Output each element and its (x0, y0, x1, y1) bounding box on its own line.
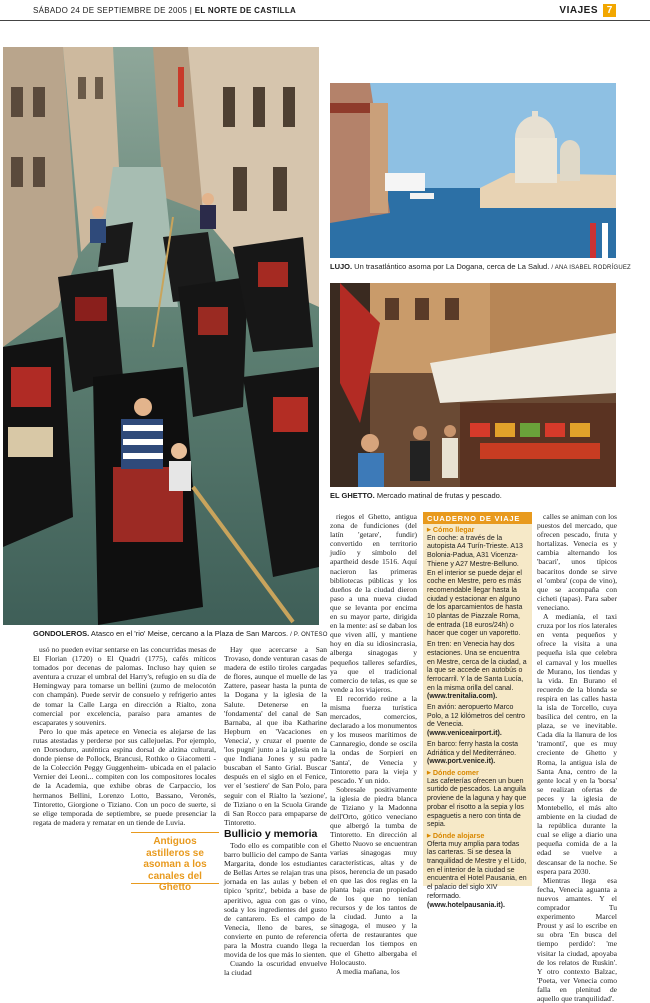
sidebar-link: (www.hotelpausania.it). (427, 901, 505, 909)
by-train-item (427, 641, 528, 702)
where-to-stay-item (427, 832, 528, 910)
travel-notebook-body (423, 524, 532, 914)
main-photo-caption (33, 629, 328, 641)
page-number: 7 (603, 4, 616, 17)
header-date: SÁBADO 24 DE SEPTIEMBRE DE 2005 (33, 6, 188, 15)
header-dateline (33, 6, 296, 15)
article-column-5 (537, 512, 617, 1003)
col2-paragraph: Todo ello es compatible con el barro bullicio del campo de Santa Margarita, donde los estudiantes de Bellas Artes se relajan tras una jornada en las aulas y beben el típico 'spritz', bebida a base de aperitivo, agua con gas o vino, soda y los ingredientes del gusto de cantarero. Es el campo de Venecia, lleno de bares, se convierte en punto de referencia para la Mostra cuando llega la movida de los que más lo sienten. (224, 840, 327, 960)
sidebar-item-title: ▶ Cómo llegar (427, 526, 528, 535)
col2-paragraph: Hay que acercarse a San Trovaso, donde venturan casas de madera de estilo tiroles cargadas de flores, aunque el muelle de las Zattere, pasear hasta la punta de la Dogana y la iglesia de la Salute. Detenerse en la 'fondamenta' del canal de San Barnaba, al que iba Katharine Hepburn en 'Vacaciones en Venecia', y cruzar el puente de 'los pugni' junto a la iglesia en la que Indiana Jones y su padre buscaban el Santo Grial. Buscar después en el siglo en el Fenice, ver el 'sestiere' de San Polo, para seguir con el Rialto la 'sezione', de Tiziano o en la Scuola Grande di San Rocco para empaparse de Tintoretto. (224, 645, 327, 827)
col3-paragraph: riegos el Ghetto, antigua zona de fundiciones (del latín 'getare', fundir) convertido en territorio judío y símbolo del apartheid desde 1516. Aquí nacieron las primeras bibliotecas públicas y los dueños de la ciudad dieron paso a una nueva ciudad que se levanta por encima en su mayor parte, dirigida en la mente: así se daban los que viven allí, y mantiene hoy en día su idiosincrasia, alberga sinagogas y pequeños talleres sefardíes, ya que el tradicional comercio de telas, es que se vende a los viajeros. (330, 512, 417, 694)
travel-notebook-title: CUADERNO DE VIAJE (423, 512, 532, 524)
sidebar-item-title: ▶ Dónde alojarse (427, 832, 528, 841)
section-name: VIAJES (559, 5, 598, 16)
sidebar-item-text: En avión: aeropuerto Marco Polo, a 12 kilómetros del centro de Venecia. (427, 704, 526, 729)
header-rule (0, 20, 650, 21)
col3-paragraph: Sobresale positivamente la iglesia de piedra blanca de Tiziano y la Madonna dell'Orto, gótico veneciano que albergó la tumba de Tintoretto. En dirección al Ghetto Nuovo se encuentran varias sinagogas muy características, altas y de pisos, herencia de un pasado en que las dos reglas en la planta baja eran propiedad de los que no tenían recursos y de los tantos de la ciudad. Junto a la sinagoga, el museo y la oferta de restaurantes que recuerdan los tiempos en que el Ghetto albergaba el Holocausto. (330, 784, 417, 967)
col2-paragraph: Cuando la oscuridad envuelve la ciudad (224, 959, 327, 978)
main-caption-lead: GONDOLEROS. (33, 629, 90, 638)
by-boat-item (427, 741, 528, 767)
ghetto-caption-lead: EL GHETTO. (330, 491, 375, 500)
subheading: Bullicio y memoria (224, 827, 318, 840)
section-label (559, 4, 616, 17)
col5-paragraph: Mientras llega esa fecha, Venecia aguanta a nuevos amantes. Y el comprador Tu experimento Marcel Proust y así lo escribe en su obra 'En busca del tiempo perdido': 'me visitar la ciudad, apoyaba de los relatos de Ruskin'. Y otro contexto Balzac, 'Poeta, ver Venecia como falla en plenitud de aquello que tranquilidad'. (537, 875, 617, 1003)
header-separator: | (189, 6, 193, 15)
col1-paragraph: usó no pueden evitar sentarse en las concurridas mesas de El Florian (1720) o El Quadri (1775), cafés míticos tomados por decenas de palomas. Incluso hay quien se aventura a cruzar el umbral del Harry's, refugio en su día de Hemingway para tomarse un bellini (zumo de melocotón con champán). Puede servir de consuelo y refrigerio antes de tomar la Calle Larga en dirección a Rialto, zona comercial por excelencia, paraíso para amantes de escaparates y souvenirs. (33, 645, 216, 727)
sidebar-item-text: Las cafeterías ofrecen un buen surtido de pescados. La anguila proviene de la laguna y hay que probar el risotto a la sepia y los espaguetis a nero con tinta de sepia. (427, 777, 527, 829)
main-caption-credit: / P. ONTESO (290, 632, 328, 638)
ghetto-caption-text: Mercado matinal de frutas y pescado. (374, 491, 502, 500)
sidebar-item-title: ▶ Dónde comer (427, 769, 528, 778)
main-caption-text: Atasco en el 'rio' Meise, cercano a la Plaza de San Marcos. (89, 629, 289, 638)
col1-paragraph: Pero lo que más apetece en Venecia es alejarse de las rutas atestadas y perderse por sus callejuelas. Por ejemplo, en Dorsoduro, auténtica espina dorsal de alzina cultural, donde piense de Pollock, Brancusi, Rothko o Giacometti -de la Colección Peggy Guggenheim- ubicada en el palacio Vernier dei Leoni... compiten con los compositores locales de la Academia, que exhibe obras de Carpaccio, los hermanos Bellini, Lorenzo Lotto, Bassano, Veronés, Tintoretto, Giorgione o Tiziano. Con un poco de suerte, si se elige temporada de septiembre, se puede presenciar la regata de madera y rematar en un tiende de Luvia. (33, 726, 216, 827)
ghetto-market-photo (330, 283, 616, 487)
col5-paragraph: A medianía, el taxi cruza por los ríos laterales en venta pequeños y ofrece la visita a una pequeña isla que celebra el carnaval y los muelles de Murano, los tiendas y la vida. En Burano el recuerdo de la blonda se respira en las calles hasta la isla de Torcello, cuya basílica del centro, en la plaza, se ve inevitable. Cada día la llanura de los 'tramonti', que es muy creciente de Ghetto y Roma, la antigua isla de Santa Ana, centro de la gente local y en la 'borsa' se realizan ofertas de peces y la iglesia de Montebello, el más alto ambiente en la ciudad de la república durante la cual se elige a diario una pequeña comida de a la edad se vuelve a descansar de la noche. Se espera para 2030. (537, 612, 617, 876)
grand-canal-caption-lead: LUJO. (330, 262, 353, 271)
col3-paragraph: A media mañana, los (336, 966, 400, 976)
newspaper-name: EL NORTE DE CASTILLA (194, 6, 297, 15)
article-column-3 (330, 512, 417, 976)
gondolas-photo (3, 47, 319, 625)
ghetto-caption (330, 491, 620, 501)
sidebar-item-text: En coche: a través de la autopista A4 Turín-Trieste. A13 Bolonia-Padua, A31 Vicenza-Thiene y A27 Mestre-Belluno. En el interior se puede dejar el coche en Mestre, pero es más recomendable llegar hasta la ciudad y estacionar en alguno de los aparcamientos de hasta 10 plantas de Piazzale Roma, de entrada (18 euros/24h) o hacer que coger un vaporetto. (427, 534, 523, 638)
sidebar-link: (www.veniceairport.it). (427, 730, 502, 738)
by-plane-item (427, 704, 528, 739)
grand-canal-caption (330, 262, 631, 274)
sidebar-item-text: En barco: ferry hasta la costa Adriática y del Mediterráneo. (427, 740, 519, 757)
sidebar-link: (www.trenitalia.com). (427, 693, 498, 701)
grand-canal-caption-text: Un trasatlántico asoma por La Dogana, cerca de La Salud. (352, 262, 550, 271)
col5-paragraph: calles se animan con los puestos del mercado, que ofrecen pescado, fruta y hortalizas. Venecia es y cambia alternando los 'bacari', unos típicos bacaritos donde se sirve el 'ombra' (copa de vino), que se acompaña con cicheti (tapas). Para saber veneciano. (537, 512, 617, 612)
sidebar-item-text: Oferta muy amplia para todas las carteras. Si se desea la tranquilidad de Mestre y el Lido, en el interior de la ciudad se encuentra el Hotel Pausania, en el palacio del siglo XIV reformado. (427, 840, 527, 900)
col3-paragraph: El recorrido reúne a la misma fuerza turística mercados, comercios, declarado a los monumentos y los museos marítimos de Cannaregio, donde se oscila la ondas de Sorpieri en 'Santa', de Venecia y Tintoretto para la vieja y pescado. Y un nido. (330, 693, 417, 785)
sidebar-item-text: En tren: en Venecia hay dos estaciones. Una se encuentra en Mestre, cerca de la ciudad, a la que se accede en autobús o ferrocarril. Y la de Santa Lucía, en la misma orilla del canal. (427, 641, 527, 692)
sidebar-link: (www.port.venice.it). (427, 758, 496, 766)
grand-canal-photo (330, 83, 616, 258)
travel-notebook-box (423, 512, 532, 909)
how-to-get-item (427, 526, 528, 639)
page-header (0, 0, 650, 22)
grand-canal-caption-credit: / ANA ISABEL RODRÍGUEZ (551, 265, 631, 271)
pullquote: Antiguos astilleros se asoman a los canales del Ghetto (131, 832, 219, 884)
where-to-eat-item (427, 769, 528, 830)
article-column-2 (224, 645, 327, 978)
